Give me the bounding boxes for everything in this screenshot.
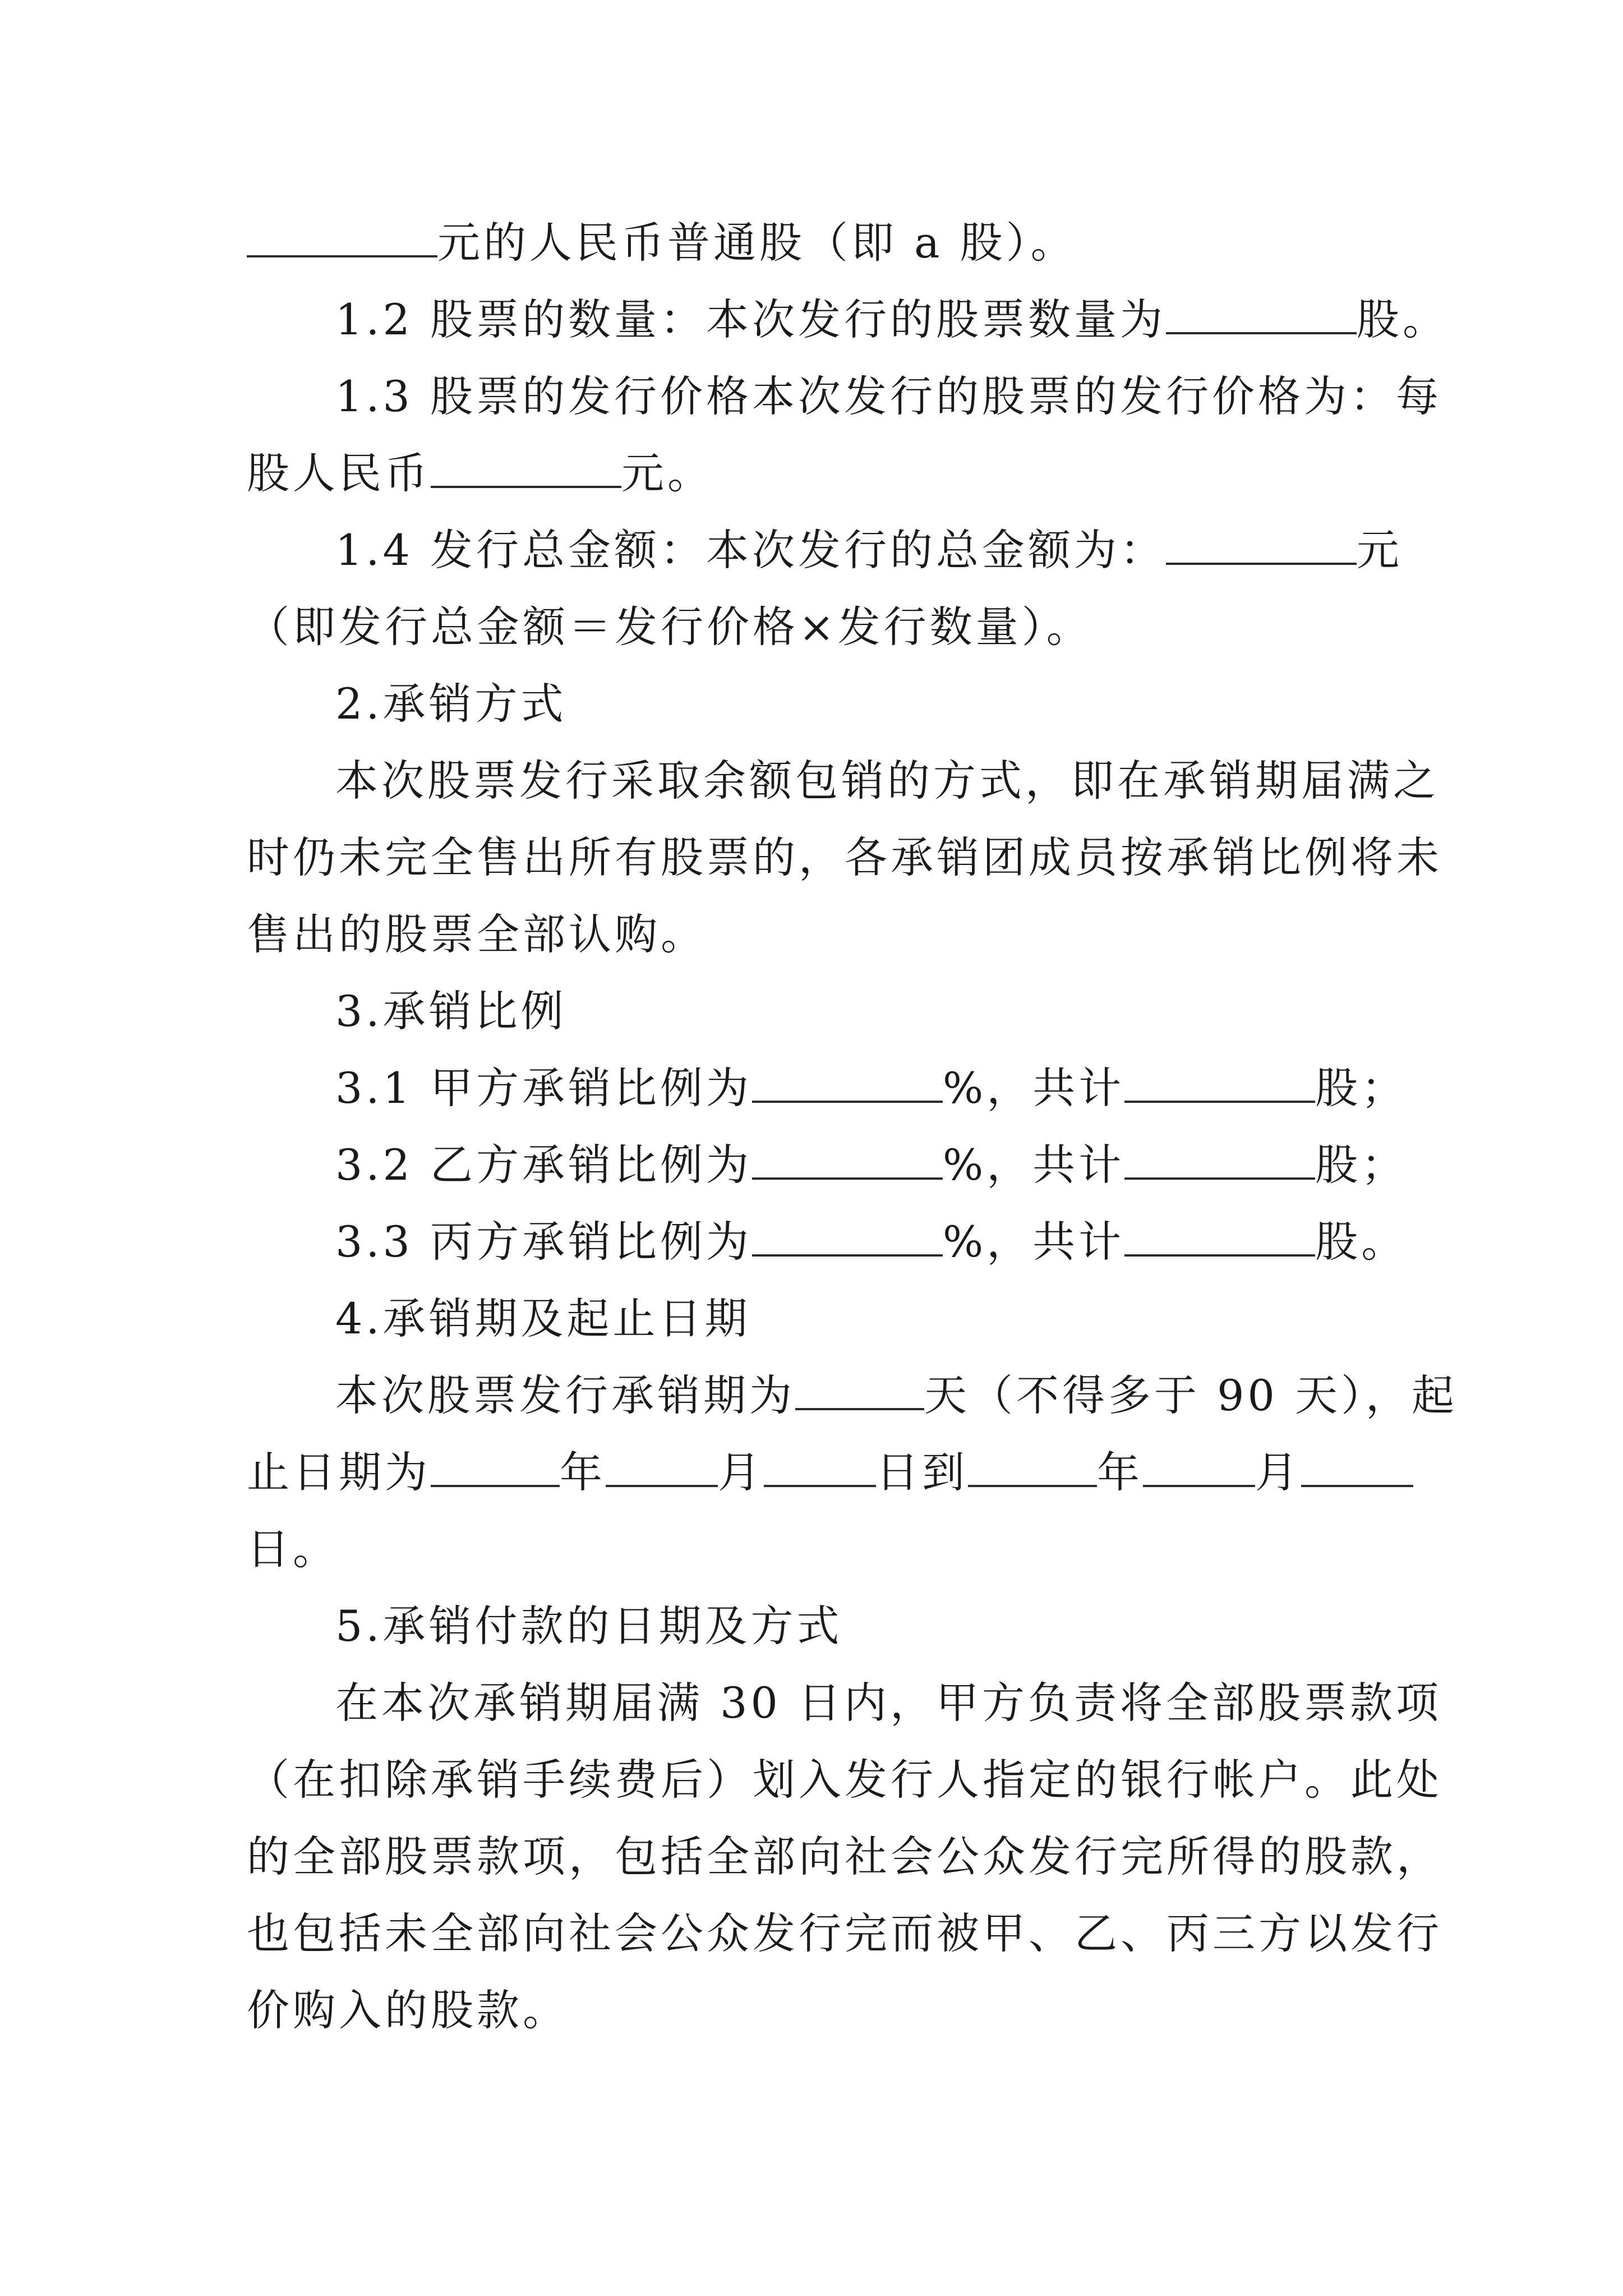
blank-field xyxy=(431,452,621,488)
blank-field xyxy=(795,1374,924,1410)
line-14 xyxy=(335,1217,1408,1267)
blank-field xyxy=(606,1451,718,1487)
blank-field xyxy=(1166,298,1357,334)
line-text: 元 xyxy=(1357,525,1403,575)
line-text: 1.3 股票的发行价格本次发行的股票的发行价格为：每 xyxy=(335,371,1442,421)
line-text: 月 xyxy=(1255,1447,1301,1497)
line-text: 股人民币 xyxy=(247,448,431,498)
blank-field xyxy=(1124,1144,1315,1180)
line-9 xyxy=(247,832,1442,882)
line-text: 4.承销期及起止日期 xyxy=(335,1294,751,1343)
line-20 xyxy=(335,1678,1442,1728)
line-6 xyxy=(247,602,1092,652)
section-heading-4 xyxy=(335,1294,751,1343)
blank-field xyxy=(752,1221,943,1257)
line-24 xyxy=(247,1985,569,2035)
blank-field xyxy=(752,1144,943,1180)
line-text: %，共计 xyxy=(943,1217,1125,1267)
blank-field xyxy=(1124,1067,1315,1103)
line-text: 1.2 股票的数量：本次发行的股票数量为 xyxy=(335,295,1166,344)
line-text: 在本次承销期届满 30 日内，甲方负责将全部股票款项 xyxy=(335,1678,1442,1728)
line-text: %，共计 xyxy=(943,1063,1125,1113)
line-17 xyxy=(247,1447,1413,1497)
line-text: %，共计 xyxy=(943,1140,1125,1190)
line-text: 元。 xyxy=(621,448,713,498)
line-1 xyxy=(247,218,1077,268)
line-text: 天（不得多于 90 天），起 xyxy=(924,1370,1458,1420)
line-21 xyxy=(247,1755,1442,1805)
line-16 xyxy=(335,1370,1458,1420)
line-text: 股。 xyxy=(1315,1217,1408,1267)
line-text: 股。 xyxy=(1357,295,1449,344)
line-23 xyxy=(247,1908,1442,1958)
line-12 xyxy=(335,1063,1408,1113)
blank-field xyxy=(1124,1221,1315,1257)
line-5 xyxy=(335,525,1403,575)
section-heading-5 xyxy=(335,1601,843,1651)
line-text: 年 xyxy=(1097,1447,1143,1497)
line-text: 价购入的股款。 xyxy=(247,1985,569,2035)
line-text: 元的人民币普通股（即 a 股）。 xyxy=(437,218,1077,268)
line-text: 1.4 发行总金额：本次发行的总金额为： xyxy=(335,525,1166,575)
line-text: 也包括未全部向社会公众发行完而被甲、乙、丙三方以发行 xyxy=(247,1908,1442,1958)
blank-field xyxy=(1166,529,1357,565)
line-2 xyxy=(335,295,1449,344)
line-text: 日。 xyxy=(247,1524,339,1574)
line-10 xyxy=(247,909,707,959)
line-text: 本次股票发行采取余额包销的方式，即在承销期届满之 xyxy=(335,756,1439,806)
line-8 xyxy=(335,756,1439,806)
line-text: 本次股票发行承销期为 xyxy=(335,1370,795,1420)
line-text: 2.承销方式 xyxy=(335,679,567,729)
line-text: 股； xyxy=(1315,1063,1408,1113)
line-4 xyxy=(247,448,713,498)
line-text: 月 xyxy=(718,1447,764,1497)
line-text: 3.承销比例 xyxy=(335,986,567,1036)
blank-field xyxy=(752,1067,943,1103)
line-3 xyxy=(335,371,1442,421)
blank-field xyxy=(968,1451,1097,1487)
blank-field xyxy=(764,1451,876,1487)
section-heading-2 xyxy=(335,679,567,729)
line-text: 日到 xyxy=(876,1447,968,1497)
line-text: 3.2 乙方承销比例为 xyxy=(335,1140,753,1190)
line-text: 3.1 甲方承销比例为 xyxy=(335,1063,753,1113)
blank-field xyxy=(431,1451,560,1487)
blank-field xyxy=(1301,1451,1413,1487)
line-text: 的全部股票款项，包括全部向社会公众发行完所得的股款， xyxy=(247,1832,1442,1881)
line-text: 5.承销付款的日期及方式 xyxy=(335,1601,843,1651)
line-text: 股； xyxy=(1315,1140,1408,1190)
line-18 xyxy=(247,1524,339,1574)
line-13 xyxy=(335,1140,1408,1190)
blank-field xyxy=(247,222,437,257)
line-22 xyxy=(247,1832,1442,1881)
line-text: 时仍未完全售出所有股票的，各承销团成员按承销比例将未 xyxy=(247,832,1442,882)
line-text: 年 xyxy=(560,1447,606,1497)
blank-field xyxy=(1143,1451,1255,1487)
line-text: （在扣除承销手续费后）划入发行人指定的银行帐户。此处 xyxy=(247,1755,1442,1805)
line-text: （即发行总金额＝发行价格×发行数量）。 xyxy=(247,602,1092,652)
section-heading-3 xyxy=(335,986,567,1036)
line-text: 止日期为 xyxy=(247,1447,431,1497)
line-text: 售出的股票全部认购。 xyxy=(247,909,707,959)
line-text: 3.3 丙方承销比例为 xyxy=(335,1217,753,1267)
